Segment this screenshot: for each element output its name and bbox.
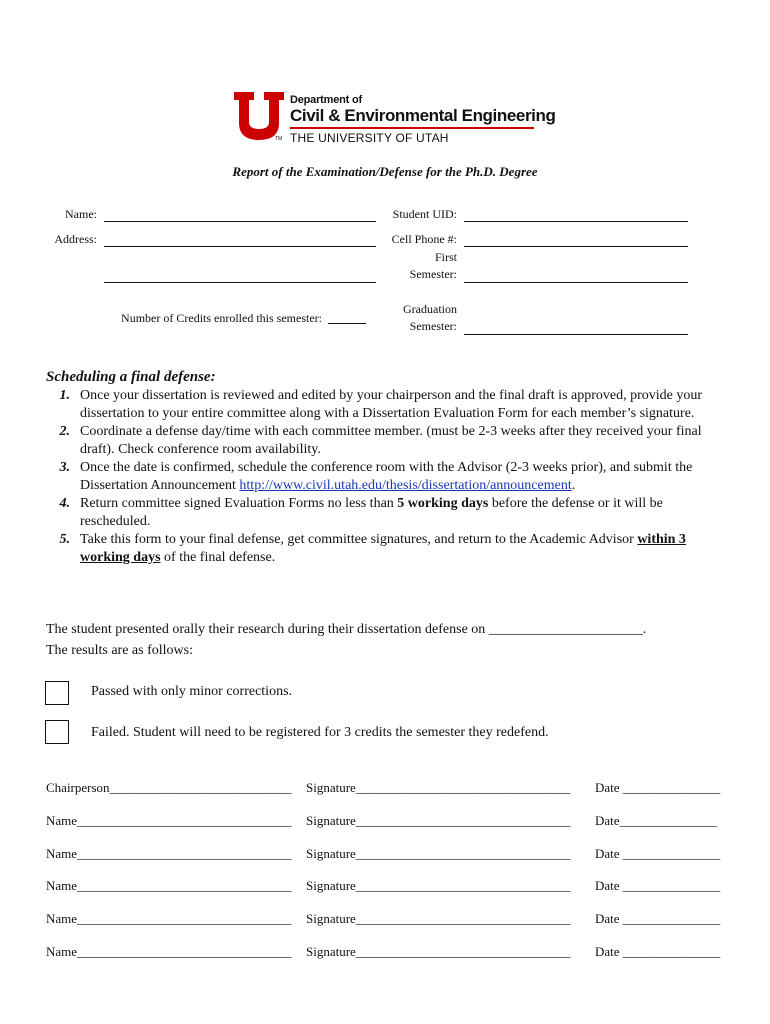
signature-row-chairperson[interactable] bbox=[46, 780, 736, 796]
step-number: 3. bbox=[59, 460, 70, 475]
signature-role: Name_________________________________ bbox=[46, 911, 292, 926]
announcement-link[interactable]: http://www.civil.utah.edu/thesis/dissertation/announcement bbox=[239, 478, 572, 493]
first-semester-label-bottom: Semester: bbox=[409, 267, 457, 281]
step-text: Coordinate a defense day/time with each committee member. (must be 2-3 weeks after they received your final draft). Check conference room availability. bbox=[80, 424, 702, 457]
step-text bbox=[80, 495, 736, 531]
step-emphasis: 5 working days bbox=[397, 496, 489, 511]
scheduling-heading: Scheduling a final defense: bbox=[46, 369, 216, 385]
department-name: Civil & Environmental Engineering bbox=[290, 106, 556, 125]
graduation-semester-label-top: Graduation bbox=[403, 302, 457, 316]
graduation-semester-field[interactable] bbox=[464, 334, 688, 335]
student-uid-label: Student UID: bbox=[392, 207, 457, 221]
step-text-part: of the final defense. bbox=[160, 550, 276, 565]
step-4 bbox=[46, 495, 736, 531]
signature-role: Name_________________________________ bbox=[46, 878, 292, 893]
failed-checkbox[interactable] bbox=[45, 720, 69, 744]
date-line: Date _______________ bbox=[595, 878, 721, 893]
address-field-line-1[interactable] bbox=[104, 246, 376, 247]
signature-row-member[interactable] bbox=[46, 944, 736, 960]
step-number: 2. bbox=[59, 424, 70, 439]
trademark-mark: TM bbox=[275, 136, 283, 142]
step-5 bbox=[46, 531, 736, 567]
step-number: 4. bbox=[59, 496, 70, 511]
step-text bbox=[80, 531, 736, 567]
credits-field[interactable] bbox=[328, 323, 366, 324]
step-1 bbox=[46, 387, 736, 423]
signature-role: Chairperson____________________________ bbox=[46, 780, 292, 795]
graduation-semester-label-bottom: Semester: bbox=[409, 319, 457, 333]
address-field-line-2[interactable] bbox=[104, 282, 376, 283]
step-text bbox=[80, 459, 736, 495]
signature-line: Signature_________________________________ bbox=[306, 944, 571, 959]
scheduling-steps bbox=[46, 387, 736, 567]
form-title: Report of the Examination/Defense for the Ph.D. Degree bbox=[232, 164, 538, 179]
signature-role: Name_________________________________ bbox=[46, 944, 292, 959]
signature-line: Signature_________________________________ bbox=[306, 846, 571, 861]
student-uid-field[interactable] bbox=[464, 221, 688, 222]
signature-role: Name_________________________________ bbox=[46, 813, 292, 828]
passed-option-label: Passed with only minor corrections. bbox=[91, 684, 293, 699]
failed-option-label: Failed. Student will need to be registered for 3 credits the semester they redefend. bbox=[91, 725, 549, 740]
first-semester-label-top: First bbox=[434, 250, 457, 264]
signature-row-member[interactable] bbox=[46, 878, 736, 894]
date-line: Date _______________ bbox=[595, 780, 721, 795]
signature-line: Signature_________________________________ bbox=[306, 878, 571, 893]
step-text-part: before the defense or it will be rescheduled. bbox=[80, 496, 663, 529]
step-3 bbox=[46, 459, 736, 495]
date-line: Date _______________ bbox=[595, 944, 721, 959]
logo-divider bbox=[290, 127, 534, 129]
department-wordmark bbox=[290, 94, 555, 145]
university-name: THE UNIVERSITY OF UTAH bbox=[290, 131, 449, 145]
signature-line: Signature_________________________________ bbox=[306, 911, 571, 926]
step-emphasis: within 3 working days bbox=[80, 532, 686, 565]
passed-checkbox[interactable] bbox=[45, 681, 69, 705]
step-text-part: Return committee signed Evaluation Forms no less than bbox=[80, 496, 398, 511]
date-line: Date _______________ bbox=[595, 911, 721, 926]
cell-phone-label: Cell Phone #: bbox=[391, 232, 457, 246]
date-line: Date_______________ bbox=[595, 813, 718, 828]
step-number: 1. bbox=[59, 388, 70, 403]
date-line: Date _______________ bbox=[595, 846, 721, 861]
step-2 bbox=[46, 423, 736, 459]
signature-row-member[interactable] bbox=[46, 911, 736, 927]
step-text-part: . bbox=[571, 478, 576, 493]
step-text-part: Take this form to your final defense, get committee signatures, and return to the Academic Advisor bbox=[80, 532, 638, 547]
step-text: Once your dissertation is reviewed and edited by your chairperson and the final draft is approved, provide your dissertation to your entire committee along with a Dissertation Evaluation Form for each member’s signature. bbox=[80, 388, 703, 421]
first-semester-field[interactable] bbox=[464, 282, 688, 283]
step-number: 5. bbox=[59, 532, 70, 547]
signature-role: Name_________________________________ bbox=[46, 846, 292, 861]
signature-row-member[interactable] bbox=[46, 846, 736, 862]
results-intro: The results are as follows: bbox=[46, 643, 193, 658]
signature-row-member[interactable] bbox=[46, 813, 736, 829]
name-label: Name: bbox=[65, 207, 97, 221]
department-of-label: Department of bbox=[290, 94, 362, 106]
signature-line: Signature_________________________________ bbox=[306, 813, 571, 828]
university-of-utah-u-logo bbox=[234, 92, 284, 140]
step-text-part: Once the date is confirmed, schedule the conference room with the Advisor (2-3 weeks prior), and submit the Dissertation Announcement bbox=[80, 460, 693, 493]
name-field[interactable] bbox=[104, 221, 376, 222]
address-label: Address: bbox=[54, 232, 97, 246]
signature-line: Signature_________________________________ bbox=[306, 780, 571, 795]
defense-date-statement: The student presented orally their research during their dissertation defense on ______________________. bbox=[46, 622, 647, 637]
cell-phone-field[interactable] bbox=[464, 246, 688, 247]
credits-label: Number of Credits enrolled this semester: bbox=[121, 311, 322, 325]
